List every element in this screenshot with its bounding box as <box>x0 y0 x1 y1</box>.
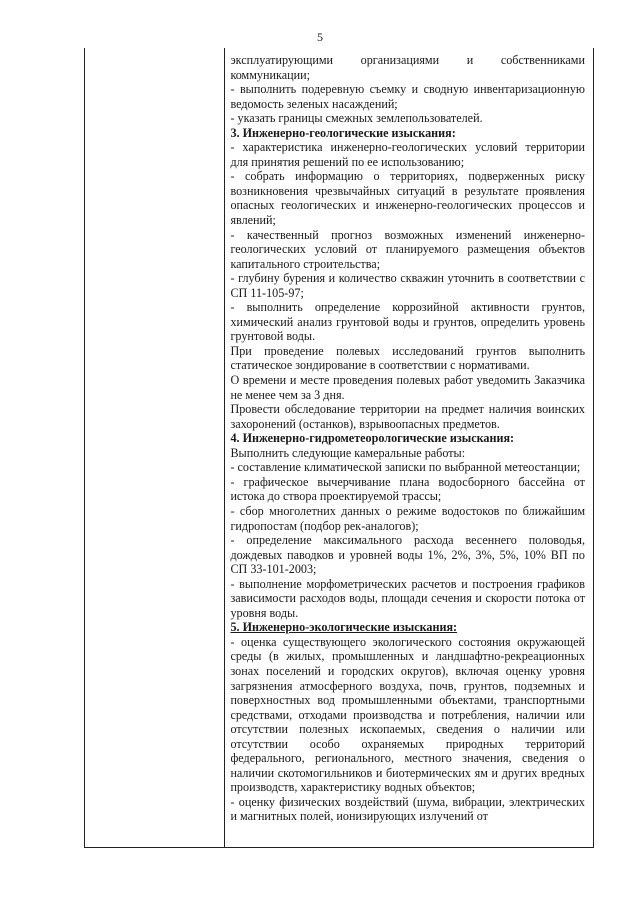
paragraph: - сбор многолетних данных о режиме водостоков по ближайшим гидропостам (подбор рек-аналогов); <box>230 503 585 533</box>
paragraph: Выполнить следующие камеральные работы: <box>230 445 466 460</box>
paragraph: - выполнение морфометрических расчетов и построения графиков зависимости расходов воды, площади сечения и скорости потока от уровня воды. <box>230 576 585 620</box>
section-heading: 4. Инженерно-гидрометеорологические изыскания: <box>230 431 515 446</box>
paragraph: эксплуатирующими организациями и собственниками коммуникации; <box>230 53 585 82</box>
paragraph: - качественный прогноз возможных изменений инженерно-геологических условий от планируемого размещения объектов капитального строительства; <box>230 227 585 271</box>
paragraph: Провести обследование территории на предмет наличия воинских захоронений (останков), взрывоопасных предметов. <box>230 402 585 431</box>
section-heading: 5. Инженерно-экологические изыскания: <box>230 620 458 635</box>
paragraph: - составление климатической записки по выбранной метеостанции; <box>230 460 581 475</box>
table-right-column <box>225 48 593 847</box>
paragraph: - оценку физических воздействий (шума, вибрации, электрических и магнитных полей, ионизирующих излучений от <box>230 794 585 824</box>
paragraph: - выполнить подеревную съемку и сводную инвентаризационную ведомость зеленых насаждений; <box>230 82 585 111</box>
requirements-table <box>84 48 594 848</box>
paragraph: При проведение полевых исследований грунтов выполнить статическое зондирование в соответствии с нормативами. <box>230 343 585 373</box>
table-left-column <box>85 48 225 847</box>
paragraph: - указать границы смежных землепользователей. <box>230 111 483 126</box>
paragraph: - определение максимального расхода весеннего половодья, дождевых паводков и уровней воды 1%, 2%, 3%, 5%, 10% ВП по СП 33-101-2003; <box>230 533 585 577</box>
paragraph: - выполнить определение коррозийной активности грунтов, химический анализ грунтовой воды и грунтов, определить уровень грунтовой воды. <box>230 300 585 344</box>
paragraph: - графическое вычерчивание плана водосборного бассейна от истока до створа проектируемой трассы; <box>230 474 585 504</box>
paragraph: - оценка существующего экологического состояния окружающей среды (в жилых, промышленных и ландшафтно-рекреационных зонах поселений и городских округов), включая оценку уровня загрязнения атмосферного воздуха, почв, грунтов, подземных и поверхностных вод промышленными объектами, транспортными средствами, отходами производства и потребления, наличии или отсутствии полезных ископаемых, сведения о наличии или отсутствии особо охраняемых природных территорий федерального, регионального, местного значения, сведения о наличии скотомогильников и биотермических ям и других вредных производств, характеристику водных объектов; <box>230 634 585 795</box>
paragraph: - характеристика инженерно-геологических условий территории для принятия решений по ее использованию; <box>230 140 585 169</box>
page-number: 5 <box>317 30 323 44</box>
paragraph: - собрать информацию о территориях, подверженных риску возникновения чрезвычайных ситуаций в результате проявления опасных геологических и инженерно-геологических процессов и явлений; <box>230 169 585 228</box>
paragraph: - глубину бурения и количество скважин уточнить в соответствии с СП 11-105-97; <box>230 271 585 300</box>
paragraph: О времени и месте проведения полевых работ уведомить Заказчика не менее чем за 3 дня. <box>230 373 585 402</box>
section-heading: 3. Инженерно-геологические изыскания: <box>230 125 456 140</box>
